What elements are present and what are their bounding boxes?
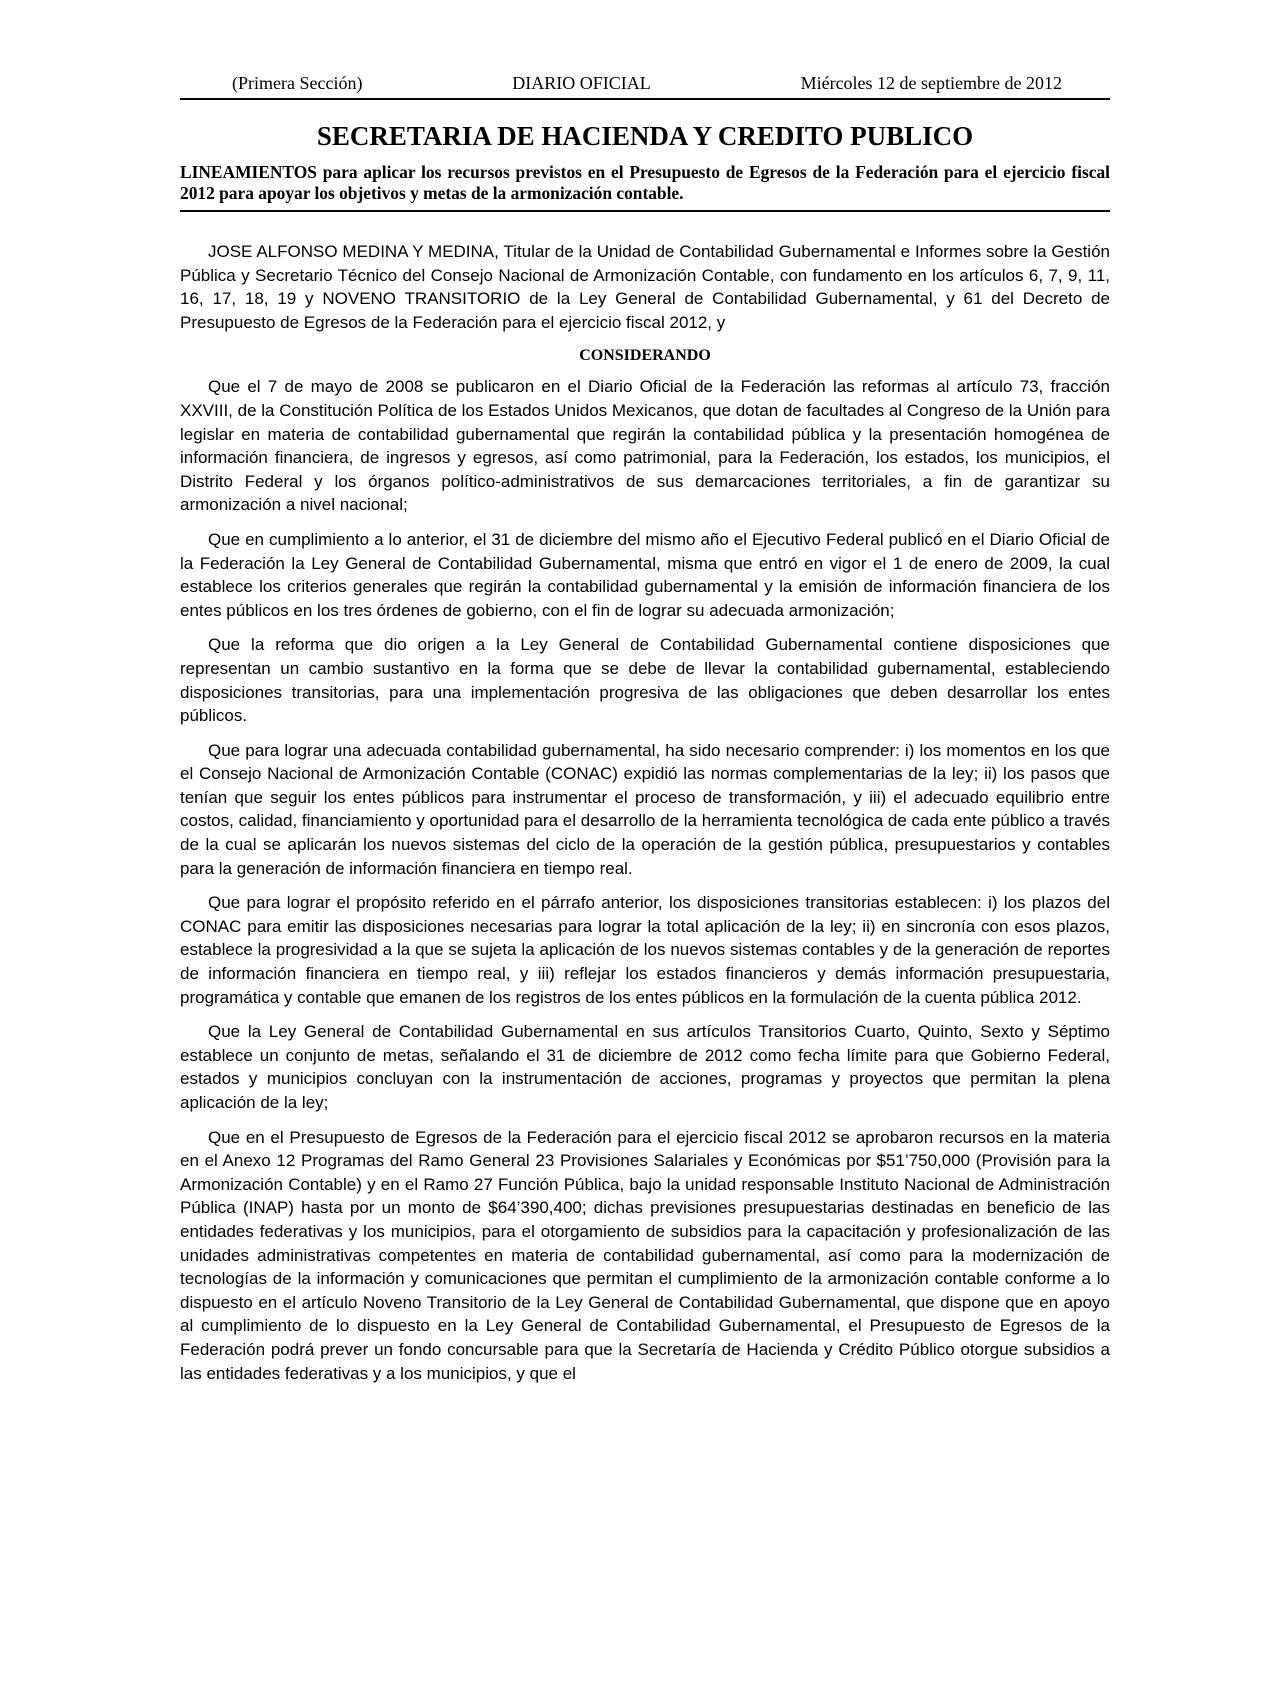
agency-heading: SECRETARIA DE HACIENDA Y CREDITO PUBLICO <box>316 121 974 151</box>
intro-paragraph: JOSE ALFONSO MEDINA Y MEDINA, Titular de la Unidad de Contabilidad Gubernamental e Informes sobre la Gestión Pública y Secretario Técnico del Consejo Nacional de Armonización Contable, con fundamento en los artículos 6, 7, 9, 11, 16, 17, 18, 19 y NOVENO TRANSITORIO de la Ley General de Contabilidad Gubernamental, y 61 del Decreto de Presupuesto de Egresos de la Federación para el ejercicio fiscal 2012, y <box>180 242 1110 332</box>
body-paragraph: Que para lograr una adecuada contabilidad gubernamental, ha sido necesario comprender: i) los momentos en los que el Consejo Nacional de Armonización Contable (CONAC) expidió las normas complementarias de la ley; ii) los pasos que tenían que seguir los entes públicos para instrumentar el proceso de transformación, y iii) el adecuado equilibrio entre costos, calidad, financiamiento y oportunidad para el desarrollo de la herramienta tecnológica de cada ente público a través de la cual se aplicarán los nuevos sistemas del ciclo de la operación de la gestión pública, presupuestarios y contables para la generación de información financiera en tiempo real. <box>180 740 1110 878</box>
section-label: (Primera Sección) <box>232 73 363 93</box>
body-paragraph: Que en cumplimiento a lo anterior, el 31 de diciembre del mismo año el Ejecutivo Federal publicó en el Diario Oficial de la Federación la Ley General de Contabilidad Gubernamental, misma que entró en vigor el 1 de enero de 2009, la cual establece los criterios generales que regirán la contabilidad gubernamental y la emisión de información financiera de los entes públicos en los tres órdenes de gobierno, con el fin de lograr su adecuada armonización; <box>180 529 1110 620</box>
newspaper-name: DIARIO OFICIAL <box>512 73 651 93</box>
body-paragraph: Que la Ley General de Contabilidad Gubernamental en sus artículos Transitorios Cuarto, Quinto, Sexto y Séptimo establece un conjunto de metas, señalando el 31 de diciembre de 2012 como fecha límite para que Gobierno Federal, estados y municipios concluyan con la instrumentación de acciones, programas y proyectos que permitan la plena aplicación de la ley; <box>180 1022 1110 1112</box>
body-paragraph: Que la reforma que dio origen a la Ley General de Contabilidad Gubernamental contiene disposiciones que representan un cambio sustantivo en la forma que se debe de llevar la contabilidad gubernamental, estableciendo disposiciones transitorias, para una implementación progresiva de las obligaciones que deben desarrollar los entes públicos. <box>180 635 1110 726</box>
publication-date: Miércoles 12 de septiembre de 2012 <box>800 73 1062 93</box>
considerando-heading: CONSIDERANDO <box>579 347 711 365</box>
document-page <box>180 72 1110 1396</box>
document-title: LINEAMIENTOS para aplicar los recursos previstos en el Presupuesto de Egresos de la Federación para el ejercicio fiscal 2012 para apoyar los objetivos y metas de la armonización contable. <box>180 162 1110 203</box>
title-divider <box>180 210 1110 212</box>
running-header <box>180 72 1110 94</box>
document-body <box>180 240 1110 1385</box>
header-divider <box>180 98 1110 100</box>
body-paragraph: Que en el Presupuesto de Egresos de la Federación para el ejercicio fiscal 2012 se aprobaron recursos en la materia en el Anexo 12 Programas del Ramo General 23 Provisiones Salariales y Económicas por $51’750,000 (Provisión para la Armonización Contable) y en el Ramo 27 Función Pública, bajo la unidad responsable Instituto Nacional de Administración Pública (INAP) hasta por un monto de $64’390,400; dichas previsiones presupuestarias destinadas en beneficio de las entidades federativas y los municipios, para el otorgamiento de subsidios para la capacitación y profesionalización de las unidades administrativas competentes en materia de contabilidad gubernamental, así como para la modernización de tecnologías de la información y comunicaciones que permitan el cumplimiento de la armonización contable conforme a lo dispuesto en el artículo Noveno Transitorio de la Ley General de Contabilidad Gubernamental, que dispone que en apoyo al cumplimiento de lo dispuesto en la Ley General de Contabilidad Gubernamental, el Presupuesto de Egresos de la Federación podrá prever un fondo concursable para que la Secretaría de Hacienda y Crédito Público otorgue subsidios a las entidades federativas y a los municipios, y que el <box>180 1127 1110 1383</box>
body-paragraph: Que el 7 de mayo de 2008 se publicaron en el Diario Oficial de la Federación las reformas al artículo 73, fracción XXVIII, de la Constitución Política de los Estados Unidos Mexicanos, que dotan de facultades al Congreso de la Unión para legislar en materia de contabilidad gubernamental que regirán la contabilidad pública y la presentación homogénea de información financiera, de ingresos y egresos, así como patrimonial, para la Federación, los estados, los municipios, el Distrito Federal y los órganos político-administrativos de sus demarcaciones territoriales, a fin de garantizar su armonización a nivel nacional; <box>180 377 1110 515</box>
body-paragraph: Que para lograr el propósito referido en el párrafo anterior, los disposiciones transitorias establecen: i) los plazos del CONAC para emitir las disposiciones necesarias para lograr la total aplicación de la ley; ii) en sincronía con esos plazos, establece la progresividad a la que se sujeta la aplicación de los nuevos sistemas contables y de la generación de reportes de información financiera en tiempo real, y iii) reflejar los estados financieros y demás información presupuestaria, programática y contable que emanen de los registros de los entes públicos en la formulación de la cuenta pública 2012. <box>180 893 1110 1007</box>
